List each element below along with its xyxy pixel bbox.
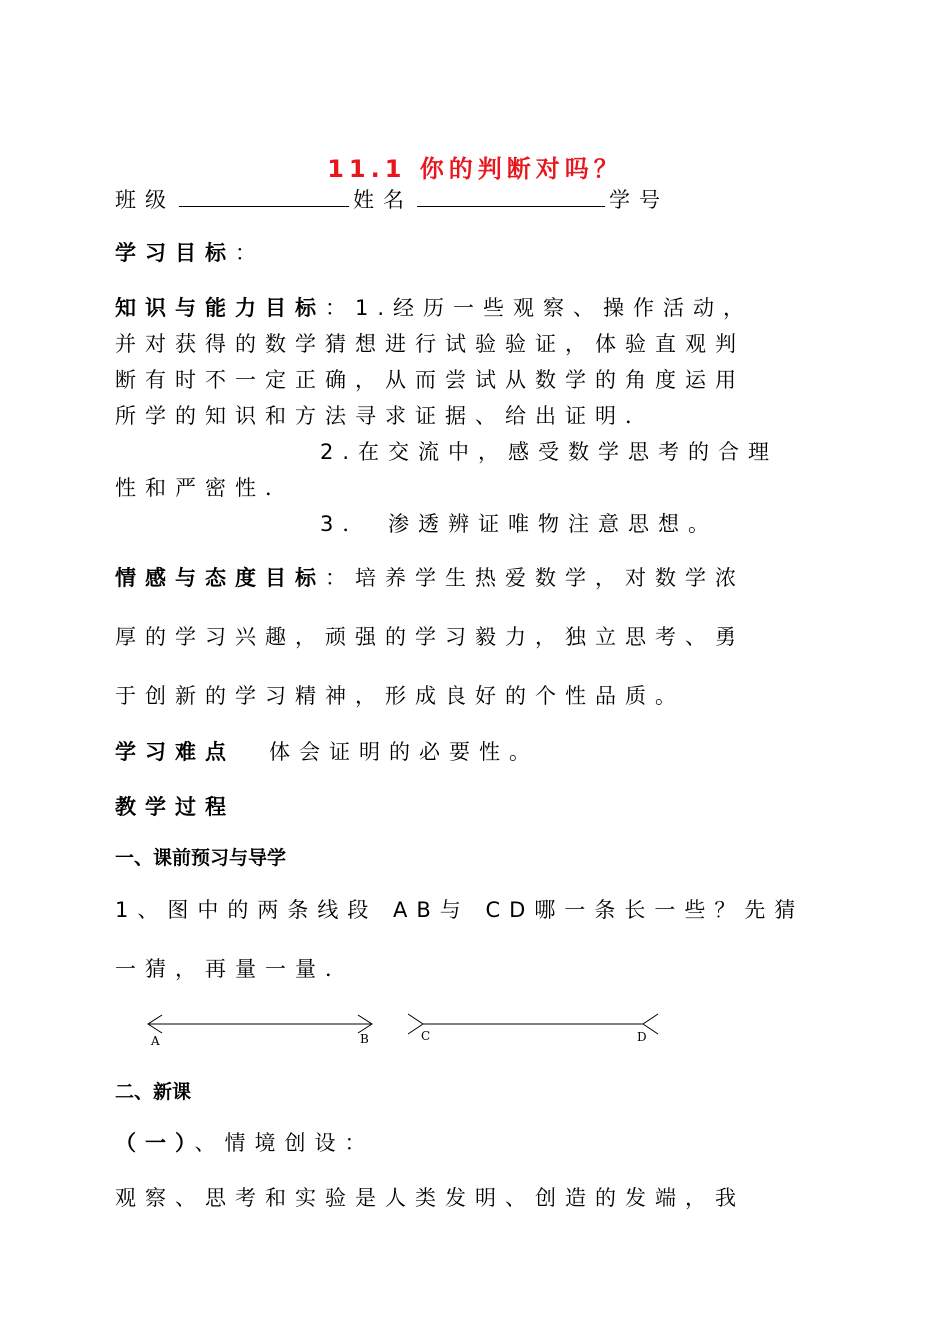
scenario-text-line-1: 观察、思考和实验是人类发明、创造的发端，我 bbox=[115, 1186, 745, 1210]
section-1-heading: 一、课前预习与导学 bbox=[115, 847, 287, 869]
emotion-goal-label: 情感与态度目标 bbox=[115, 566, 325, 590]
knowledge-goal-line-3: 断有时不一定正确，从而尝试从数学的角度运用 bbox=[115, 368, 745, 392]
line-segments-figure bbox=[140, 1005, 680, 1057]
heading-colon: ： bbox=[235, 241, 265, 265]
knowledge-goal-item-3: 3． 渗透辨证唯物注意思想。 bbox=[320, 512, 719, 536]
knowledge-goal-item-2: 2.在交流中，感受数学思考的合理 bbox=[320, 440, 779, 464]
learning-goals-heading-line bbox=[115, 240, 265, 266]
learning-difficulty-label: 学习难点 bbox=[115, 740, 235, 764]
knowledge-goal-line-6: 性和严密性． bbox=[115, 476, 295, 500]
emotion-goal-line-3: 于创新的学习精神，形成良好的个性品质。 bbox=[115, 684, 685, 708]
student-number-label: 学号 bbox=[609, 188, 669, 212]
segment-ab bbox=[148, 1015, 372, 1033]
student-info-row bbox=[115, 186, 669, 213]
knowledge-goal-label: 知识与能力目标 bbox=[115, 296, 325, 320]
learning-goals-heading: 学习目标 bbox=[115, 241, 235, 265]
knowledge-goal-line-1 bbox=[115, 295, 753, 321]
class-blank bbox=[179, 186, 349, 207]
learning-difficulty-text: 体会证明的必要性。 bbox=[269, 740, 539, 764]
subsection-1-number: （一） bbox=[115, 1131, 195, 1155]
question-1-line-2: 一猜，再量一量． bbox=[115, 957, 355, 981]
emotion-goal-text: ：培养学生热爱数学，对数学浓 bbox=[325, 566, 745, 590]
class-label: 班级 bbox=[115, 188, 175, 212]
learning-difficulty-line bbox=[115, 739, 539, 765]
emotion-goal-line-2: 厚的学习兴趣，顽强的学习毅力，独立思考、勇 bbox=[115, 625, 745, 649]
label-a: A bbox=[151, 1034, 160, 1048]
knowledge-goal-line-2: 并对获得的数学猜想进行试验验证，体验直观判 bbox=[115, 332, 745, 356]
section-2-heading: 二、新课 bbox=[115, 1081, 192, 1103]
label-b: B bbox=[360, 1032, 369, 1046]
label-c: C bbox=[421, 1029, 431, 1043]
document-title: 11.1 你的判断对吗？ bbox=[327, 155, 623, 183]
name-blank bbox=[417, 186, 605, 207]
segment-cd bbox=[408, 1014, 658, 1034]
question-1-line-1: 1、图中的两条线段 AB与 CD哪一条长一些？先猜 bbox=[115, 898, 805, 922]
subsection-1-title: 、情境创设： bbox=[194, 1131, 375, 1155]
knowledge-goal-line-4: 所学的知识和方法寻求证据、给出证明． bbox=[115, 404, 655, 428]
teaching-process-heading: 教学过程 bbox=[115, 795, 235, 819]
label-d: D bbox=[637, 1030, 647, 1044]
knowledge-goal-text: ：1.经历一些观察、操作活动， bbox=[325, 296, 754, 320]
subsection-1-heading bbox=[115, 1130, 375, 1156]
name-label: 姓名 bbox=[353, 188, 413, 212]
emotion-goal-line-1 bbox=[115, 565, 745, 591]
